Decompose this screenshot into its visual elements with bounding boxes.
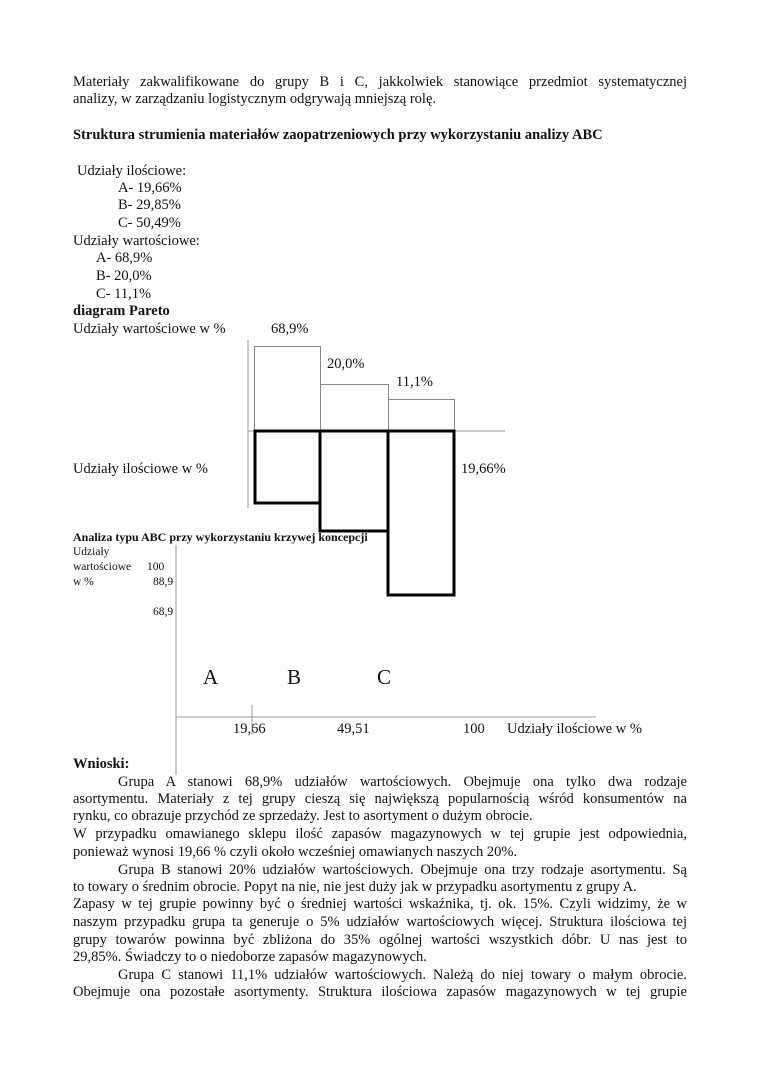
abc-xtick-19-66: 19,66 — [233, 721, 266, 737]
quantity-share-c: C- 50,49% — [118, 215, 181, 231]
abc-region-a: A — [203, 665, 219, 689]
abc-ytick-100: 100 — [147, 561, 165, 573]
conclusions-line-3: rynku, co obrazuje przychód ze sprzedaży. Jest to asortyment o dużym obrocie. — [73, 808, 533, 824]
conclusions-line-1: Grupa A stanowi 68,9% udziałów wartościowych. Obejmuje ona tylko dwa rodzaje — [118, 774, 687, 790]
intro-line-1: Materiały zakwalifikowane do grupy B i C, jakkolwiek stanowiące przedmiot systematycznej — [73, 74, 687, 90]
quantity-share-b: B- 29,85% — [118, 197, 181, 213]
pareto-quantity-bar-b — [320, 431, 388, 531]
conclusions-line-13: Obejmuje ona pozostałe asortymenty. Struktura ilościowa zapasów magazynowych w tej grupie — [73, 984, 687, 1000]
pareto-quantity-axis-label: Udziały ilościowe w % — [73, 461, 208, 477]
abc-ylabel-line-2: wartościowe — [73, 561, 132, 573]
abc-ytick-68-9: 68,9 — [153, 606, 174, 618]
value-shares-label: Udziały wartościowe: — [73, 233, 200, 249]
pareto-value-axis-label: Udziały wartościowe w % — [73, 321, 226, 337]
abc-ylabel-line-3: w % — [73, 576, 94, 588]
conclusions-line-7: to towary o średnim obrocie. Popyt na nie, nie jest duży jak w przypadku asortymentu z grupy A. — [73, 879, 637, 895]
abc-ylabel-line-1: Udziały — [73, 546, 110, 558]
value-share-c: C- 11,1% — [96, 286, 152, 302]
value-share-a: A- 68,9% — [96, 250, 153, 266]
abc-curve-title: Analiza typu ABC przy wykorzystaniu krzywej koncepcji — [73, 530, 368, 544]
pareto-value-bar-b — [321, 385, 389, 431]
pareto-quantity-bar-a — [255, 431, 320, 503]
conclusions-line-8: Zapasy w tej grupie powinny być o średniej wartości wskaźnika, tj. ok. 15%. Czyli widzimy, że w — [73, 896, 687, 912]
section-title: Struktura strumienia materiałów zaopatrzeniowych przy wykorzystaniu analizy ABC — [73, 127, 603, 143]
conclusions-line-4: W przypadku omawianego sklepu ilość zapasów magazynowych w tej grupie jest odpowiednia, — [73, 826, 687, 842]
pareto-value-label-a: 68,9% — [271, 321, 309, 337]
abc-region-b: B — [287, 665, 302, 689]
conclusions-line-11: 29,85%. Świadczy to o niedoborze zapasów magazynowych. — [73, 949, 427, 965]
abc-ytick-88-9: 88,9 — [153, 576, 174, 588]
pareto-value-bar-a — [255, 347, 321, 431]
pareto-quantity-label: 19,66% — [461, 461, 506, 477]
pareto-title: diagram Pareto — [73, 303, 170, 319]
conclusions-line-6: Grupa B stanowi 20% udziałów wartościowych. Obejmuje ona trzy rodzaje asortymentu. Są — [118, 862, 687, 878]
abc-xtick-49-51: 49,51 — [337, 721, 370, 737]
pareto-value-label-b: 20,0% — [327, 356, 365, 372]
quantity-shares-label: Udziały ilościowe: — [77, 163, 187, 179]
conclusions-line-12: Grupa C stanowi 11,1% udziałów wartościowych. Należą do niej towary o małym obrocie. — [118, 967, 687, 983]
abc-xlabel: Udziały ilościowe w % — [507, 721, 642, 737]
conclusions-line-5: ponieważ wynosi 19,66 % czyli około wcześniej omawianych naszych 20%. — [73, 844, 518, 860]
abc-curve-chart — [176, 545, 596, 775]
abc-region-c: C — [377, 665, 392, 689]
quantity-share-a: A- 19,66% — [118, 180, 182, 196]
conclusions-line-9: naszym przypadku grupa ta generuje o 5% udziałów wartościowych więcej. Struktura ilościowa tej — [73, 914, 687, 930]
conclusions-line-2: asortymentu. Materiały z tej grupy cieszą się największą popularnością wśród konsumentów na — [73, 791, 687, 807]
pareto-quantity-bar-c — [388, 431, 454, 595]
conclusions-title: Wnioski: — [73, 756, 130, 772]
pareto-value-bar-c — [389, 400, 455, 431]
value-share-b: B- 20,0% — [96, 268, 152, 284]
pareto-chart — [248, 340, 505, 595]
intro-line-2: analizy, w zarządzaniu logistycznym odgrywają mniejszą rolę. — [73, 91, 437, 107]
conclusions-line-10: grupy towarów powinna być zbliżona do 35% ogólnej wartości wszystkich dóbr. U nas jest to — [73, 932, 687, 948]
pareto-value-label-c: 11,1% — [396, 374, 433, 390]
abc-xtick-100: 100 — [463, 721, 485, 737]
